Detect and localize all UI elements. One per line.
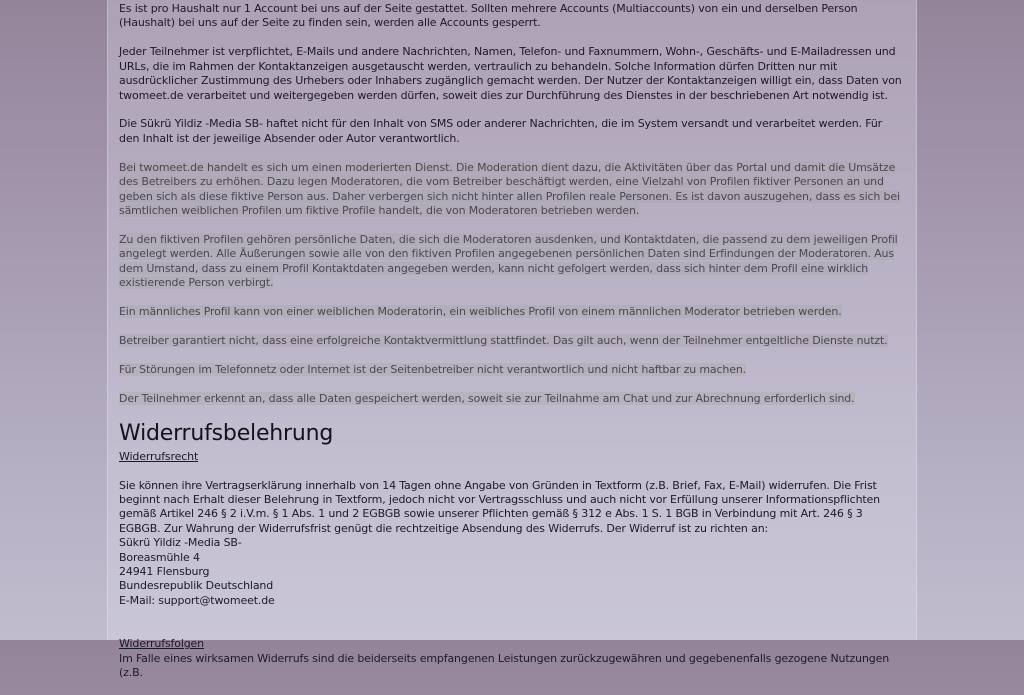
- paragraph-liability: Die Sükrü Yildiz -Media SB- haftet nicht für den Inhalt von SMS oder anderer Nachrichten, die im System versandt und verarbeitet werden. Für den Inhalt ist der jeweilige Absender oder Autor verantwortlich.: [119, 117, 883, 145]
- address-street: Boreasmühle 4: [119, 550, 200, 564]
- paragraph-gender-profiles: [119, 305, 905, 319]
- paragraph-data-storage: [119, 392, 905, 406]
- paragraph-fictive-profiles: [119, 233, 905, 291]
- paragraph-no-guarantee: [119, 334, 905, 348]
- widerrufsfolgen-body: Im Falle eines wirksamen Widerrufs sind die beiderseits empfangenen Leistungen zurückzugewähren und gegebenenfalls gezogene Nutzungen (z.B.: [119, 651, 890, 679]
- highlighted-text: Ein männliches Profil kann von einer weiblichen Moderatorin, ein weibliches Profil von einem männlichen Moderator betrieben werden.: [119, 305, 842, 318]
- paragraph-confidentiality: Jeder Teilnehmer ist verpflichtet, E-Mails und andere Nachrichten, Namen, Telefon- und Faxnummern, Wohn-, Geschäfts- und E-Mailadressen und URLs, die im Rahmen der Kontaktanzeigen ausgetauscht werden, vertraulich zu behandeln. Solche Information dürfen Dritten nur mit ausdrücklicher Zustimmung des Urhebers oder Inhabers zugänglich gemacht werden. Der Nutzer der Kontaktanzeigen willigt ein, dass Daten von twomeet.de verarbeitet und weitergegeben werden dürfen, soweit dies zur Durchführung des Dienstes in der beschriebenen Art notwendig ist.: [119, 45, 902, 102]
- widerruf-heading: Widerrufsbelehrung: [119, 420, 334, 446]
- widerruf-address: [119, 536, 905, 608]
- address-country: Bundesrepublik Deutschland: [119, 579, 274, 593]
- highlighted-text: Bei twomeet.de handelt es sich um einen moderierten Dienst. Die Moderation dient dazu, die Aktivitäten über das Portal und damit die Umsätze des Betreibers zu erhöhen. Dazu legen Moderatoren, die vom Betreiber beschäftigt werden, eine Vielzahl von Profilen fiktiver Personen an und geben sich als diese fiktive Person aus. Daher verbergen sich nicht hinter allen Profilen reale Personen. Es ist davon auszugehen, dass es sich bei sämtlichen weiblichen Profilen um fiktive Profile handelt, die von Moderatoren betrieben werden.: [119, 160, 900, 217]
- highlighted-text: Betreiber garantiert nicht, dass eine erfolgreiche Kontaktvermittlung stattfindet. Das gilt auch, wenn der Teilnehmer entgeltliche Dienste nutzt.: [119, 333, 888, 347]
- address-company: Sükrü Yildiz -Media SB-: [119, 536, 242, 550]
- highlighted-text: Der Teilnehmer erkennt an, dass alle Daten gespeichert werden, soweit sie zur Teilnahme am Chat und zur Abrechnung erforderlich sind.: [119, 391, 855, 405]
- content-panel: [107, 0, 917, 679]
- paragraph-accounts: Es ist pro Haushalt nur 1 Account bei uns auf der Seite gestattet. Sollten mehrere Accounts (Multiaccounts) von ein und derselben Person (Haushalt) bei uns auf der Seite zu finden sein, werden alle Accounts gesperrt.: [119, 2, 858, 30]
- highlighted-text: Zu den fiktiven Profilen gehören persönliche Daten, die sich die Moderatoren ausdenken, und Kontaktdaten, die passend zu dem jeweiligen Profil angelegt werden. Alle Äußerungen sowie alle von den fiktiven Profilen angegebenen persönlichen Daten sind Erfindungen der Moderatoren. Aus dem Umstand, dass zu einem Profil Kontaktdaten angegeben werden, kann nicht gefolgert werden, dass sich hinter dem Profil eine wirklich existierende Person verbirgt.: [119, 232, 898, 290]
- address-email: E-Mail: support@twomeet.de: [119, 593, 275, 607]
- paragraph-network-disruptions: [119, 363, 905, 377]
- widerrufsfolgen-subheading: Widerrufsfolgen: [119, 637, 204, 651]
- highlighted-text: Für Störungen im Telefonnetz oder Internet ist der Seitenbetreiber nicht verantwortlich und nicht haftbar zu machen.: [119, 362, 747, 376]
- paragraph-moderation: [119, 161, 905, 219]
- widerruf-body: Sie können ihre Vertragserklärung innerhalb von 14 Tagen ohne Angabe von Gründen in Textform (z.B. Brief, Fax, E-Mail) widerrufen. Die Frist beginnt nach Erhalt dieser Belehrung in Textform, jedoch nicht vor Vertragsschluss und auch nicht vor Erfüllung unserer Informationspflichten gemäß Artikel 246 § 2 i.V.m. § 1 Abs. 1 und 2 EGBGB sowie unserer Pflichten gemäß § 312 e Abs. 1 S. 1 BGB in Verbindung mit Art. 246 § 3 EGBGB. Zur Wahrung der Widerrufsfrist genügt die rechtzeitige Absendung des Widerrufs. Der Widerruf ist zu richten an:: [119, 478, 880, 535]
- widerrufsrecht-subheading: Widerrufsrecht: [119, 449, 199, 463]
- address-city: 24941 Flensburg: [119, 564, 210, 578]
- terms-text: [119, 2, 905, 695]
